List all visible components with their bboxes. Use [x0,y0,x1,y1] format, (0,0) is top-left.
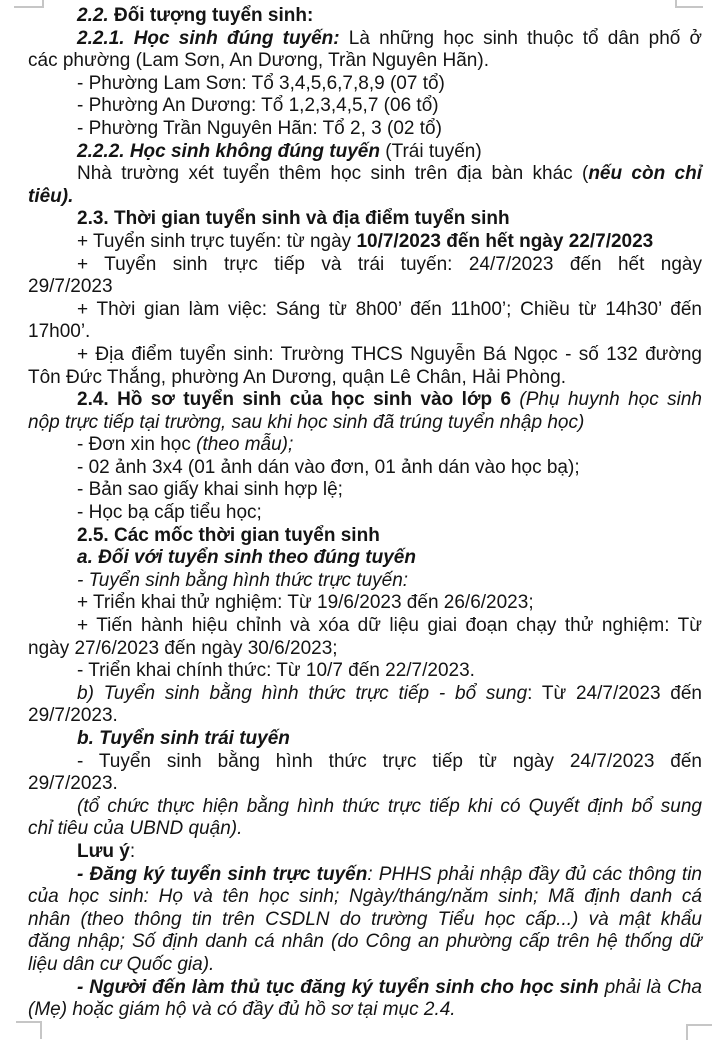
text-line [28,909,702,932]
text-run: + Tiến hành hiệu chỉnh và xóa dữ liệu giai đoạn chạy thử nghiệm: Từ [77,615,702,637]
text-line [28,683,702,706]
text-run: Lưu ý [77,840,130,862]
text-line [28,50,702,73]
text-run: b) Tuyển sinh bằng hình thức trực tiếp - bổ sung [77,682,528,704]
text-line [28,660,702,683]
text-line [28,118,702,141]
text-run: : Từ 24/7/2023 đến [527,682,703,704]
text-run: của học sinh: Họ và tên học sinh; Ngày/tháng/năm sinh; Mã định danh cá [28,886,702,908]
text-run: nhân (theo thông tin trên CSDLN do trường Tiểu học cấp...) và mật khẩu [28,908,702,930]
text-line [28,592,702,615]
text-line [28,751,702,774]
text-run: - Phường Trần Nguyên Hãn: Tổ 2, 3 (02 tổ) [77,117,442,139]
text-line [28,389,702,412]
text-line [28,321,702,344]
text-run: (theo mẫu); [196,434,294,456]
text-line [28,864,702,887]
text-run: - Bản sao giấy khai sinh hợp lệ; [77,479,343,501]
text-line [28,954,702,977]
text-line [28,434,702,457]
text-line [28,999,702,1022]
text-run: 10/7/2023 đến hết ngày 22/7/2023 [356,230,654,252]
text-line [28,977,702,1000]
text-line [28,931,702,954]
text-line [28,95,702,118]
text-line [28,773,702,796]
text-run: - Đăng ký tuyển sinh trực tuyến [77,863,368,885]
document-body [28,5,702,1022]
text-run: 2.4. Hồ sơ tuyển sinh của học sinh vào lớp 6 [77,389,520,411]
text-run: - Tuyển sinh bằng hình thức trực tiếp từ ngày 24/7/2023 đến [77,750,702,772]
text-line [28,367,702,390]
text-run: + Triển khai thử nghiệm: Từ 19/6/2023 đến 26/6/2023; [77,592,534,614]
text-line [28,886,702,909]
text-run: 29/7/2023. [28,705,118,727]
text-run: tiêu). [28,185,74,207]
text-line [28,28,702,51]
text-run: - Phường Lam Sơn: Tổ 3,4,5,6,7,8,9 (07 tổ) [77,72,445,94]
text-run: + Tuyển sinh trực tuyến: từ ngày [77,230,357,252]
text-line [28,728,702,751]
text-run: : PHHS phải nhập đầy đủ các thông tin [367,863,703,885]
text-line [28,231,702,254]
text-line [28,841,702,864]
text-line [28,186,702,209]
text-line [28,141,702,164]
text-run: a. Đối với tuyển sinh theo đúng tuyến [77,547,416,569]
text-run: 2.2. [77,5,114,26]
text-line [28,615,702,638]
margin-marker-bottom-left [16,1021,42,1039]
text-line [28,5,702,28]
text-line [28,457,702,480]
text-run: + Địa điểm tuyển sinh: Trường THCS Nguyễn Bá Ngọc - số 132 đường [77,343,702,365]
text-run: Nhà trường xét tuyển thêm học sinh trên địa bàn khác ( [77,163,589,185]
text-run: chỉ tiêu của UBND quận). [28,818,243,840]
text-run: - Phường An Dương: Tổ 1,2,3,4,5,7 (06 tổ) [77,95,439,117]
text-run: nếu còn chỉ [588,163,702,185]
text-run: - Học bạ cấp tiểu học; [77,502,262,524]
text-line [28,796,702,819]
margin-marker-bottom-right [686,1024,712,1040]
text-run: - Đơn xin học [77,434,197,456]
text-run: + Thời gian làm việc: Sáng từ 8h00’ đến 11h00’; Chiều từ 14h30’ đến [77,298,702,320]
text-line [28,705,702,728]
text-line [28,163,702,186]
text-run: 2.2.1. Học sinh đúng tuyến: [77,27,340,49]
text-run: - Triển khai chính thức: Từ 10/7 đến 22/7/2023. [77,660,475,682]
text-run: 29/7/2023 [28,276,113,298]
text-run: b. Tuyển sinh trái tuyến [77,728,290,749]
text-line [28,638,702,661]
text-run: 29/7/2023. [28,773,118,795]
text-line [28,502,702,525]
text-line [28,412,702,435]
text-line [28,525,702,548]
text-run: nộp trực tiếp tại trường, sau khi học sinh đã trúng tuyển nhập học) [28,411,585,433]
text-run: (Mẹ) hoặc giám hộ và có đầy đủ hồ sơ tại mục 2.4. [28,999,456,1021]
text-run: (Trái tuyến) [385,140,482,162]
text-line [28,208,702,231]
text-run: : [129,840,136,862]
text-line [28,254,702,277]
text-run: Tôn Đức Thắng, phường An Dương, quận Lê Chân, Hải Phòng. [28,366,567,388]
text-run: liệu dân cư Quốc gia). [28,953,215,975]
text-line [28,479,702,502]
text-run: + Tuyển sinh trực tiếp và trái tuyến: 24/7/2023 đến hết ngày [77,253,702,275]
text-run: ngày 27/6/2023 đến ngày 30/6/2023; [28,637,338,659]
text-run: - Người đến làm thủ tục đăng ký tuyển sinh cho học sinh [77,976,605,998]
text-line [28,547,702,570]
text-line [28,276,702,299]
text-run: Đối tượng tuyển sinh: [113,5,314,26]
text-run: đăng nhập; Số định danh cá nhân (do Công an phường cấp trên hệ thống dữ [28,931,702,953]
text-line [28,570,702,593]
text-line [28,73,702,96]
text-run: - 02 ảnh 3x4 (01 ảnh dán vào đơn, 01 ảnh dán vào học bạ); [77,456,580,478]
text-line [28,299,702,322]
text-run: các phường (Lam Sơn, An Dương, Trần Nguyên Hãn). [28,50,489,72]
text-run: - Tuyển sinh bằng hình thức trực tuyến: [77,569,409,591]
text-run: (tổ chức thực hiện bằng hình thức trực tiếp khi có Quyết định bổ sung [77,795,702,817]
text-run: (Phụ huynh học sinh [519,389,702,411]
text-run: phải là Cha [604,976,702,998]
text-run: 2.5. Các mốc thời gian tuyển sinh [77,524,380,546]
text-line [28,344,702,367]
text-run: 2.3. Thời gian tuyển sinh và địa điểm tuyển sinh [77,208,510,230]
text-run: Là những học sinh thuộc tổ dân phố ở [339,27,702,49]
text-run: 17h00’. [28,321,91,343]
text-line [28,818,702,841]
text-run: 2.2.2. Học sinh không đúng tuyến [77,140,386,162]
